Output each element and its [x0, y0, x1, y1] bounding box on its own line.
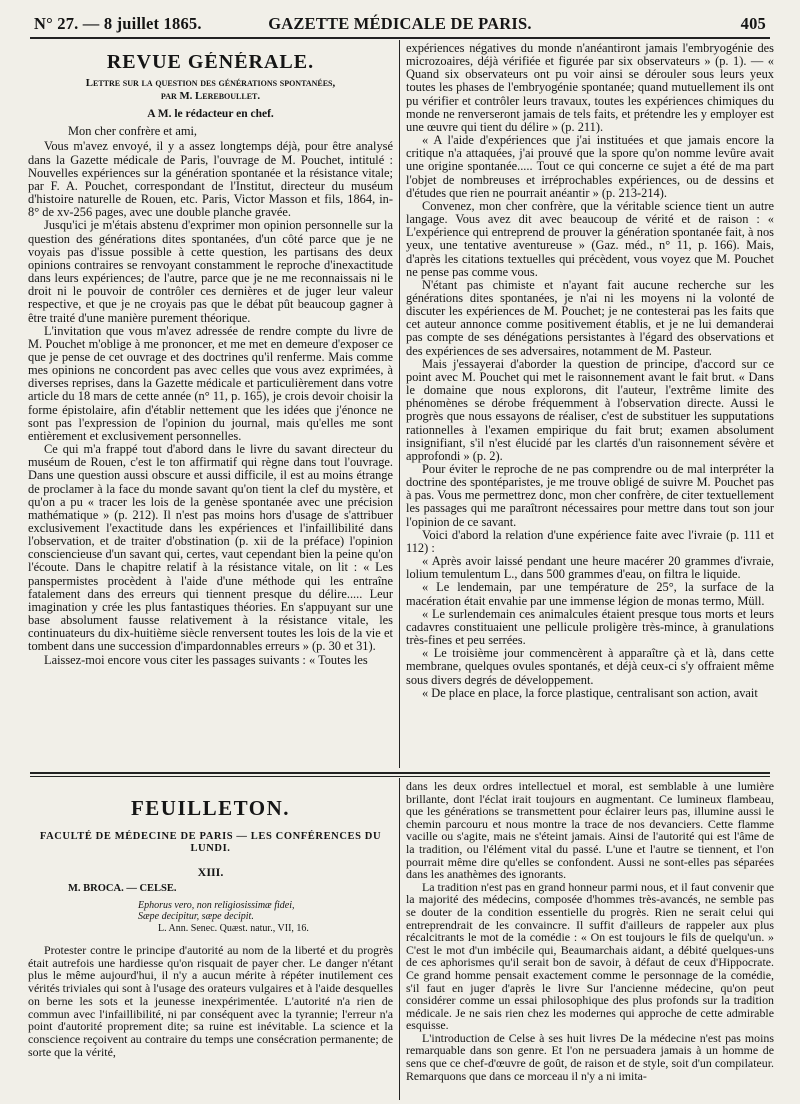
- feuilleton-paragraph: dans les deux ordres intellectuel et moral, est semblable à une lumière brillante, dont l'éclat irait toujours en augmentant. Ce lumineux flambeau, que les générations se transmettent pour éclairer leurs pas, illumine aussi le chemin parcouru et nous montre la trace de nos devanciers. Cette flamme vacille ou s'agite, mais ne s'éteint jamais. Ainsi de l'autorité qui est l'âme de la tradition, ou l'élément vital du passé. L'une et l'autre se tiennent, et l'on pourrait même dire qu'elles se confondent. Aussi ne sont-elles pas séparées dans les anathèmes des ignorants.: [406, 780, 774, 882]
- revue-paragraph: « De place en place, la force plastique, centralisant son action, avait: [422, 685, 758, 700]
- revue-paragraph: N'étant pas chimiste et n'ayant fait aucune recherche sur les générations dites spontanées, je n'ai ni les moyens ni la volonté de discuter les expériences de M. Pouchet; je ne contesterai pas les faits que cet auteur annonce comme positivement établis, et je ne lui demanderai pas compte de ses dénégations persistantes à l'égard des observations et des expériences de ses adversaires, notamment de M. Pasteur.: [406, 277, 774, 358]
- epigraph-line: Sæpe decipitur, sæpe decipit.: [138, 911, 254, 923]
- feuilleton-rule: [30, 772, 770, 774]
- feuilleton-paragraph: Protester contre le principe d'autorité au nom de la liberté et du progrès était autrefois une hardiesse qu'on risquait de payer cher. Le danger n'étant plus le même aujourd'hui, il n'y a aucun mérite à répéter inutilement ces vérités triviales qui sont à l'usage des orateurs vulgaires et à l'aide desquelles on berne les sots et la jeunesse inexpérimentée. L'autorité n'a rien de commun avec l'infaillibilité, ni par conséquent avec la tyrannie; l'erreur n'a point d'autorité proprement dite; sa ruine est inévitable. La science et la conscience reçoivent au contraire du temps une consécration permanente; de sorte que la vérité,: [28, 943, 393, 1059]
- revue-paragraph: L'invitation que vous m'avez adressée de rendre compte du livre de M. Pouchet m'oblige à me prononcer, et me met en demeure d'exposer ce que je pense de cet ouvrage et des doctrines qu'il renferme. Mais comme mes opinions ne concordent pas avec celles que vous avez exprimées, à diverses reprises, dans la Gazette médicale et particulièrement dans votre article du 18 mars de cette année (n° 11, p. 165), je crois devoir choisir la forme épistolaire, afin d'établir nettement que les idées que j'énonce ne sont pas l'expression de l'opinion du journal, mais qu'elles me sont entièrement et exclusivement personnelles.: [28, 323, 393, 443]
- journal-title: GAZETTE MÉDICALE DE PARIS.: [268, 14, 532, 33]
- feuilleton-right-column: [406, 780, 774, 1100]
- revue-paragraph: « Le surlendemain ces animalcules étaient presque tous morts et leurs cadavres constituaient une pellicule proligère très-mince, à granulations très-fines et peu serrées.: [406, 606, 774, 648]
- feuilleton-paragraph: L'introduction de Celse à ses huit livres De la médecine n'est pas moins remarquable dans son genre. Et l'on ne persuadera jamais à un homme de sens que ce chef-d'œuvre de goût, de raison et de style, soit d'un compilateur. Remarquons que dans ce morceau il n'y a ni imita-: [406, 1030, 774, 1083]
- conference-speaker: M. BROCA. — CELSE.: [68, 882, 177, 894]
- column-divider-top: [399, 40, 400, 768]
- revue-title: REVUE GÉNÉRALE.: [106, 52, 315, 73]
- feuilleton-left-column: [28, 782, 393, 1100]
- revue-paragraph: « Le lendemain, par une température de 25°, la surface de la macération était envahie par une immense légion de monas termo, Müll.: [406, 580, 774, 608]
- page-number: 405: [740, 14, 766, 33]
- header-rule: [30, 37, 770, 39]
- issue-date: N° 27. — 8 juillet 1865.: [34, 14, 202, 33]
- feuilleton-subtitle: FACULTÉ DE MÉDECINE DE PARIS — LES CONFÉRENCES DU LUNDI.: [39, 830, 382, 855]
- revue-paragraph: Laissez-moi encore vous citer les passages suivants : « Toutes les: [44, 652, 368, 667]
- revue-subtitle: Lettre sur la question des générations spontanées,: [85, 77, 336, 90]
- revue-left-column: [28, 52, 393, 768]
- revue-paragraph: Mais j'essayerai d'aborder la question de principe, d'accord sur ce point avec M. Pouchet qui met le raisonnement avant le fait brut. « Dans le domaine que nous explorons, dit l'auteur, l'extrême limite des phénomènes se dérobe fréquemment à l'observation directe. Aussi le progrès que nous essayons de réaliser, c'est de substituer les supputations rationnelles à l'examen empirique du fait brut; examen absolument insignifiant, s'il n'est élucidé par les clartés d'un raisonnement sévère et approfondi » (p. 2).: [406, 356, 774, 463]
- feuilleton-rule-thin: [30, 776, 770, 777]
- revue-paragraph: Convenez, mon cher confrère, que la véritable science tient un autre langage. Vous avez dit avec beaucoup de vérité et de raison : « L'expérience qui entreprend de prouver la génération spontanée fait, à nos yeux, une tentative aventureuse » (Gaz. méd., n° 11, p. 166). Mais, d'après les citations textuelles qui précèdent, vous voyez que M. Pouchet ne pense pas comme vous.: [406, 198, 774, 279]
- epigraph: [138, 900, 393, 935]
- column-divider-bottom: [399, 778, 400, 1100]
- revue-paragraph: Pour éviter le reproche de ne pas comprendre ou de mal interpréter la doctrine des spontéparistes, je me trouve obligé de suivre M. Pouchet pas à pas. Vous me permettrez donc, mon cher confrère, de citer textuellement les passages qui me paraîtront nécessaires pour mettre dans tout son jour l'opinion de ce savant.: [406, 462, 774, 529]
- revue-paragraph: Ce qui m'a frappé tout d'abord dans le livre du savant directeur du muséum de Rouen, c'est le ton affirmatif qui règne dans tout l'ouvrage. Dans une question aussi obscure et aussi difficile, il est au moins étrange de proclamer à la face du monde savant qu'on tient la clef du mystère, et qu'on a pu « tracer les lois de la genèse spontanée avec une précision mathématique » (p. 212). Il n'est pas moins hors d'usage de s'attribuer exclusivement l'exactitude dans les expériences et l'infaillibilité dans l'observation, et de traiter d'obstination (p. xii de la préface) l'opinion consciencieuse d'un savant qui, certes, vaut cependant bien la peine qu'on l'écoute. Dans le chapitre relatif à la résistance vitale, on lit : « Les panspermistes procèdent à l'aide d'une méthode qui les entraîne fatalement dans des erreurs qui tiennent presque du délire..... Leur imagination y crée les plus fantastiques théories. En s'appuyant sur une base absolument fausse relativement à la résistance vitale, les continuateurs du dix-huitième siècle renversent toutes les lois de la vie et tombent dans une succession d'impardonnables erreurs » (p. 30 et 31).: [28, 442, 393, 654]
- feuilleton-title: FEUILLETON.: [130, 796, 291, 820]
- revue-right-column: [406, 42, 774, 768]
- epigraph-source: L. Ann. Senec. Quæst. natur., VII, 16.: [158, 922, 309, 934]
- revue-author: par M. Lereboullet.: [160, 89, 261, 102]
- revue-paragraph: Vous m'avez envoyé, il y a assez longtemps déjà, pour être analysé dans la Gazette médicale de Paris, l'ouvrage de M. Pouchet, intitulé : Nouvelles expériences sur la génération spontanée et la résistance vitale; par F. A. Pouchet, correspondant de l'Institut, directeur du muséum d'histoire naturelle de Rouen, etc. Paris, Victor Masson et fils, 1864, in-8° de xv-256 pages, avec une double planche gravée.: [28, 139, 393, 220]
- revue-paragraph: « Après avoir laissé pendant une heure macérer 20 grammes d'ivraie, lolium temulentum L., dans 500 grammes d'eau, on filtra le liquide.: [406, 554, 774, 582]
- revue-paragraph: « A l'aide d'expériences que j'ai instituées et que jamais encore la critique n'a attaquées, j'ai prouvé que la spore qu'on nomme levûre avait une origine spontanée..... Tout ce qui concerne ce sujet a été de ma part l'objet de nombreuses et irréprochables expériences, ou de dessins et d'études que rien ne pourrait anéantir » (p. 213-214).: [406, 133, 774, 200]
- revue-paragraph: Jusqu'ici je m'étais abstenu d'exprimer mon opinion personnelle sur la question des générations dites spontanées, d'un côté parce que je ne voyais pas d'issue possible à cette question, les partisans des deux opinions contraires se renvoyant constamment le reproche d'inexactitude dans leurs expériences; de l'autre, parce que je ne me reconnaissais ni le droit ni le pouvoir de contrôler ces dernières et de juger leur valeur respective, et que je ne croyais pas que le débat pût beaucoup gagner à être traité d'une manière purement théorique.: [28, 218, 393, 325]
- revue-paragraph: expériences négatives du monde n'anéantiront jamais l'embryogénie des microzoaires, déjà vérifiée et figurée par six observateurs » (p. 1). — « Quand six observateurs ont pu voir ainsi se dérouler sous leurs yeux toutes les phases de l'embryogénie spontanée; quand mutuellement ils ont pu vérifier et contrôler leurs travaux, toutes les expériences chimiques du monde ne renverseront jamais de tels faits, et prétendre les y employer est une œuvre qui tient du délire » (p. 211).: [406, 42, 774, 134]
- salutation: Mon cher confrère et ami,: [68, 124, 198, 139]
- masthead: [34, 14, 766, 34]
- revue-paragraph: Voici d'abord la relation d'une expérience faite avec l'ivraie (p. 111 et 112) :: [406, 527, 774, 555]
- conference-number: XIII.: [197, 865, 224, 880]
- feuilleton-paragraph: La tradition n'est pas en grand honneur parmi nous, et il faut convenir que la majorité des médecins, composée d'hommes très-avancés, ne semble pas se douter de la condition essentielle du progrès. Rien ne serait celui qui entreprendrait de les convaincre. Il suffit d'ailleurs de rappeler aux plus récalcitrants le mot de la comédie : « On est toujours le fils de quelqu'un. » C'est le mot d'un imbécile qui, Beaumarchais aidant, a débité quelques-uns de ces aphorismes qu'il serait bon de savoir, à défaut de ceux d'Hippocrate. Ce grand homme pensait exactement comme le personnage de la comédie, s'il faut en juger d'après le livre Sur l'ancienne médecine, qu'on peut considérer comme un essai philosophique des plus profonds sur la tradition médicale. Je ne sais rien chez les modernes qui approche de cette admirable esquisse.: [406, 879, 774, 1033]
- revue-paragraph: « Le troisième jour commencèrent à apparaître çà et là, dans cette membrane, quelques ovules spontanés, et déjà ceux-ci s'y offraient même sous divers degrés de développement.: [406, 646, 774, 687]
- revue-addressee: A M. le rédacteur en chef.: [147, 108, 274, 121]
- epigraph-line: Ephorus vero, non religiosissimæ fidei,: [138, 899, 295, 911]
